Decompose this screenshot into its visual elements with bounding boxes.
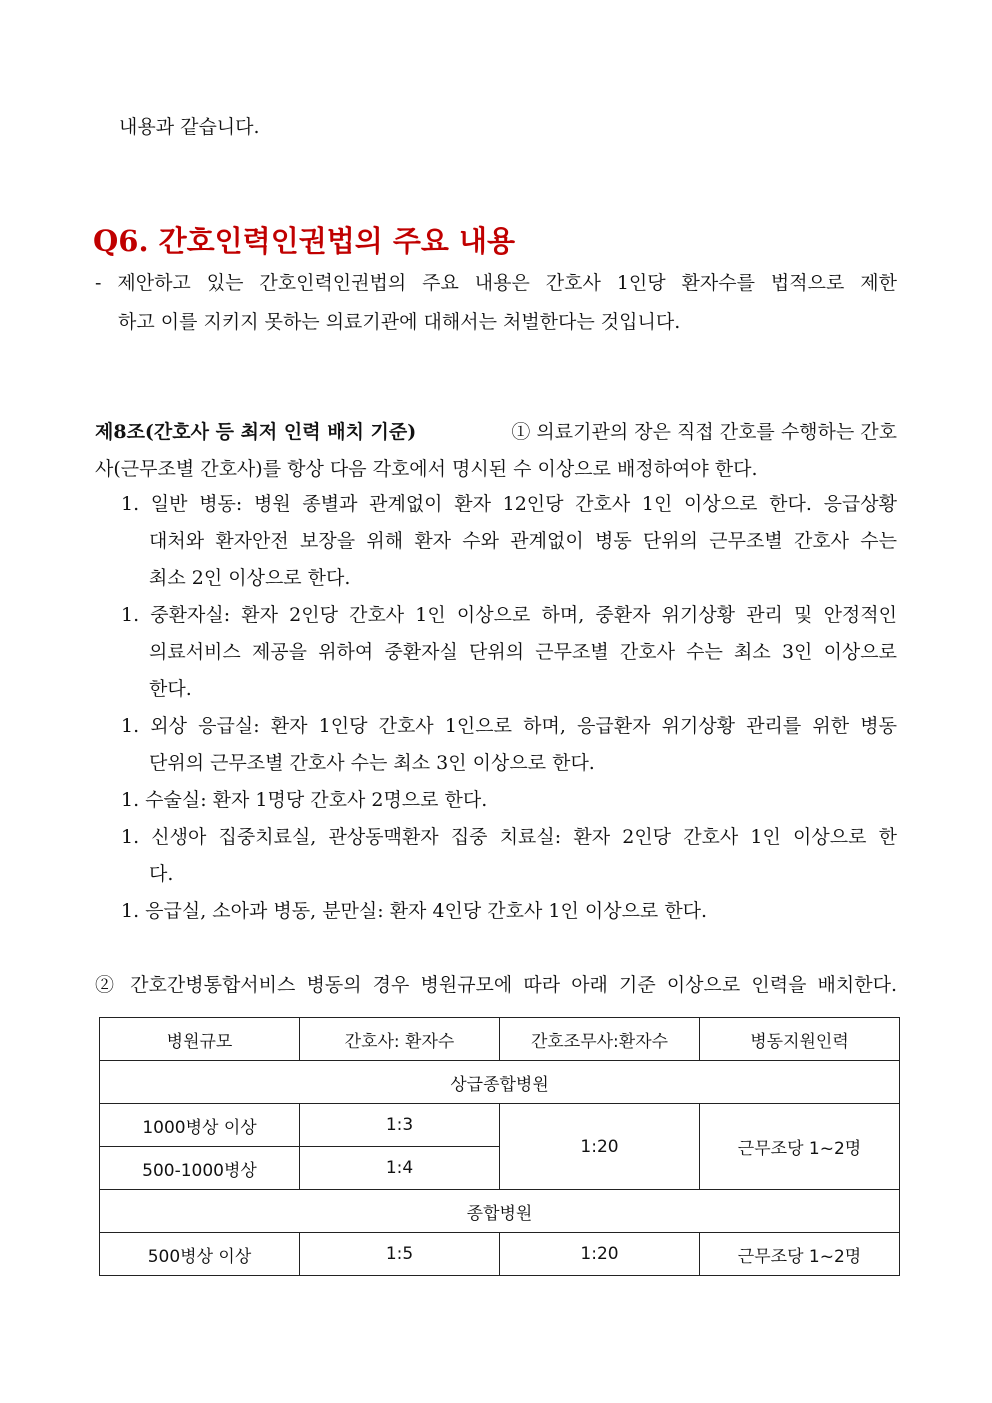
table-row — [100, 1104, 900, 1147]
item-icu-line-2: 의료서비스 제공을 위하여 중환자실 단위의 근무조별 간호사 수는 최소 3인 이상으로 — [149, 641, 897, 663]
article-lead-rest: ① 의료기관의 장은 직접 간호를 수행하는 간호 — [511, 421, 897, 443]
item-nicu-line-1: 1. 신생아 집중치료실, 관상동맥환자 집중 치료실: 환자 2인당 간호사 1인 이상으로 한 — [121, 826, 897, 848]
item-trauma-er-line-2: 단위의 근무조별 간호사 수는 최소 3인 이상으로 한다. — [149, 752, 595, 774]
header-aide-ratio: 간호조무사:환자수 — [500, 1018, 700, 1061]
cell-size: 1000병상 이상 — [100, 1104, 300, 1147]
item-operating-room: 1. 수술실: 환자 1명당 간호사 2명으로 한다. — [121, 789, 488, 811]
header-hospital-size: 병원규모 — [100, 1018, 300, 1061]
item-er-pediatrics: 1. 응급실, 소아과 병동, 분만실: 환자 4인당 간호사 1인 이상으로 한다. — [121, 900, 708, 922]
table-section-row — [100, 1061, 900, 1104]
article-title: 제8조(간호사 등 최저 인력 배치 기준) — [95, 421, 417, 443]
article-paragraph-2: ② 간호간병통합서비스 병동의 경우 병원규모에 따라 아래 기준 이상으로 인력을 배치한다. — [95, 974, 897, 996]
cell-nurse-ratio: 1:4 — [300, 1147, 500, 1190]
intro-tail: 내용과 같습니다. — [119, 116, 260, 138]
cell-ward-support: 근무조당 1~2명 — [700, 1104, 900, 1190]
item-general-ward-line-3: 최소 2인 이상으로 한다. — [149, 567, 351, 589]
table-row — [100, 1233, 900, 1276]
staffing-table — [99, 1017, 900, 1276]
item-nicu-line-2: 다. — [149, 863, 174, 885]
cell-size: 500-1000병상 — [100, 1147, 300, 1190]
section-heading-q6: Q6. 간호인력인권법의 주요 내용 — [93, 224, 515, 258]
item-icu-line-3: 한다. — [149, 678, 192, 700]
q6-paragraph-line-2: 하고 이를 지키지 못하는 의료기관에 대해서는 처벌한다는 것입니다. — [118, 311, 681, 333]
cell-aide-ratio: 1:20 — [500, 1233, 700, 1276]
item-trauma-er-line-1: 1. 외상 응급실: 환자 1인당 간호사 1인으로 하며, 응급환자 위기상황 관리를 위한 병동 — [121, 715, 897, 737]
item-general-ward-line-1: 1. 일반 병동: 병원 종별과 관계없이 환자 12인당 간호사 1인 이상으로 한다. 응급상황 — [121, 493, 897, 515]
cell-aide-ratio: 1:20 — [500, 1104, 700, 1190]
item-icu-line-1: 1. 중환자실: 환자 2인당 간호사 1인 이상으로 하며, 중환자 위기상황 관리 및 안정적인 — [121, 604, 897, 626]
cell-ward-support: 근무조당 1~2명 — [700, 1233, 900, 1276]
section-general-hospital: 종합병원 — [100, 1190, 900, 1233]
cell-size: 500병상 이상 — [100, 1233, 300, 1276]
header-nurse-ratio: 간호사: 환자수 — [300, 1018, 500, 1061]
article-lead-line-1 — [95, 423, 897, 442]
section-tertiary-hospital: 상급종합병원 — [100, 1061, 900, 1104]
table-header-row — [100, 1018, 900, 1061]
table-section-row — [100, 1190, 900, 1233]
cell-nurse-ratio: 1:5 — [300, 1233, 500, 1276]
header-ward-support: 병동지원인력 — [700, 1018, 900, 1061]
cell-nurse-ratio: 1:3 — [300, 1104, 500, 1147]
q6-paragraph-line-1: - 제안하고 있는 간호인력인권법의 주요 내용은 간호사 1인당 환자수를 법적으로 제한 — [95, 272, 897, 294]
article-lead-line-2: 사(근무조별 간호사)를 항상 다음 각호에서 명시된 수 이상으로 배정하여야 한다. — [95, 458, 758, 480]
item-general-ward-line-2: 대처와 환자안전 보장을 위해 환자 수와 관계없이 병동 단위의 근무조별 간호사 수는 — [149, 530, 897, 552]
